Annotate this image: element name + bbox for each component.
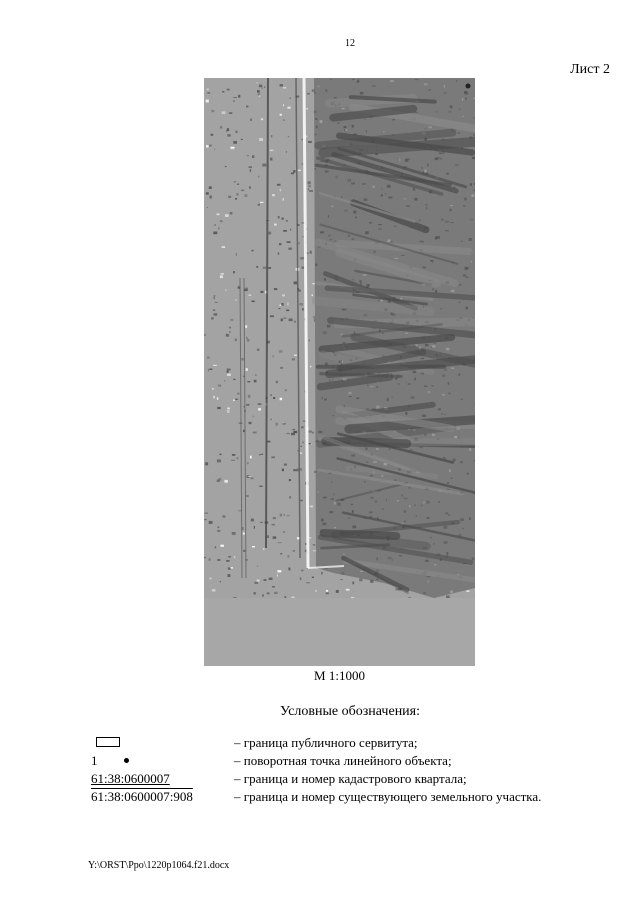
parcel-suffix: :908 [169, 789, 193, 804]
sheet-label: Лист 2 [570, 62, 610, 77]
point-dot-icon [124, 758, 129, 763]
file-path-footer: Y:\ORST\Ppo\1220p1064.f21.docx [88, 860, 230, 871]
legend-symbol [88, 770, 228, 788]
legend-description: – граница публичного сервитута; [234, 735, 418, 750]
legend-symbol [88, 788, 228, 806]
map-image [204, 78, 475, 666]
aerial-map [204, 78, 475, 666]
legend-description: – поворотная точка линейного объекта; [234, 753, 452, 768]
legend-symbol [88, 734, 228, 752]
map-scale: М 1:1000 [314, 668, 365, 683]
legend-title: Условные обозначения: [279, 704, 421, 719]
legend-symbol [88, 752, 228, 770]
parcel-quarter-part: 61:38:0600007 [91, 789, 170, 804]
rectangle-symbol-icon [96, 737, 120, 747]
legend-description: – граница и номер существующего земельного участка. [234, 789, 542, 804]
page-number: 12 [345, 38, 355, 49]
legend-description: – граница и номер кадастрового квартала; [234, 771, 467, 786]
parcel-number [91, 788, 193, 806]
cadastral-quarter-number: 61:38:0600007 [91, 771, 170, 786]
point-number: 1 [91, 753, 98, 768]
